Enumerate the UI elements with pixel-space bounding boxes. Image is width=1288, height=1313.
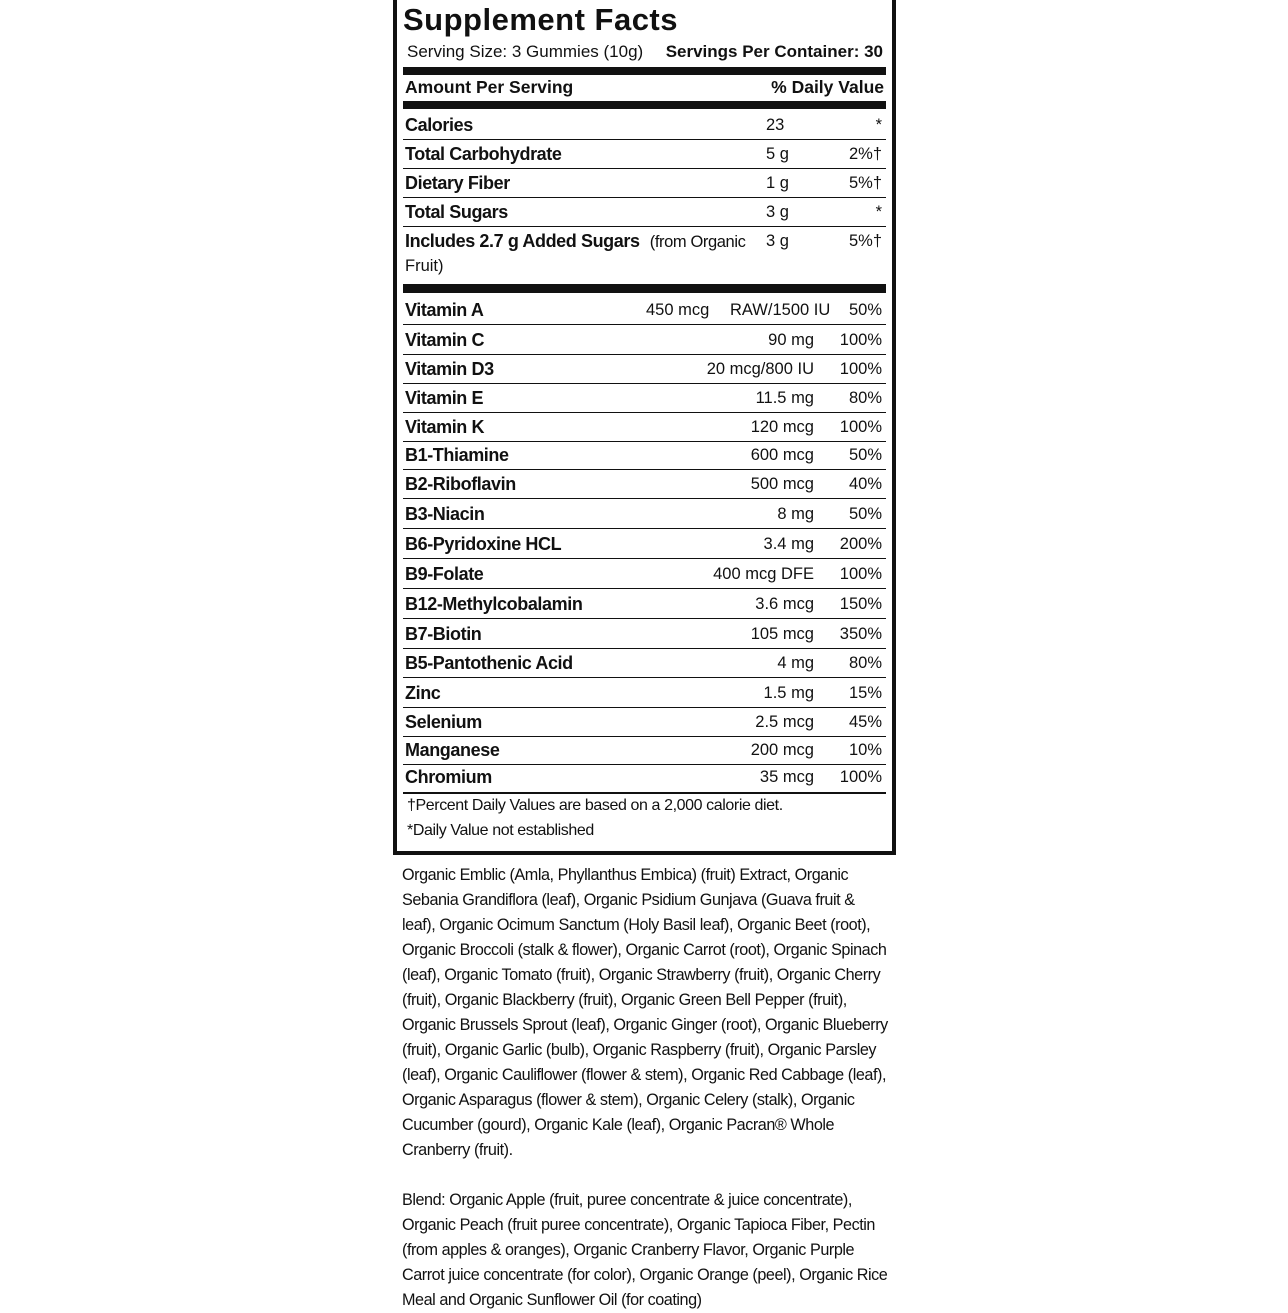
nutrient-amount: 3.6 mcg [755, 595, 814, 613]
macro-amount: 5 g [766, 145, 789, 163]
macro-note: (from Organic [645, 233, 746, 251]
macro-name [405, 202, 508, 223]
nutrient-amount: 600 mcg [750, 446, 814, 464]
nutrient-daily-value: 80% [848, 654, 882, 672]
nutrient-name: Selenium [405, 712, 482, 732]
macro-daily-value: * [875, 203, 882, 221]
nutrient-amount: 200 mcg [750, 741, 814, 759]
nutrient-name: Zinc [405, 683, 441, 703]
nutrient-amount: 120 mcg [750, 418, 814, 436]
nutrient-name: B12-Methylcobalamin [405, 594, 583, 614]
nutrient-row [403, 590, 886, 619]
nutrient-daily-value: 50% [848, 505, 882, 523]
nutrient-name: Vitamin D3 [405, 359, 494, 379]
macro-name-text: Dietary Fiber [405, 173, 510, 193]
nutrient-amount: 2.5 mcg [755, 713, 814, 731]
nutrient-daily-value: 80% [848, 389, 882, 407]
nutrient-daily-value: 100% [839, 418, 882, 436]
macro-amount: 3 g [766, 232, 789, 250]
nutrient-name: B6-Pyridoxine HCL [405, 534, 562, 554]
macro-name-text: Total Carbohydrate [405, 144, 562, 164]
macro-daily-value: * [875, 116, 882, 134]
nutrient-daily-value: 15% [848, 684, 882, 702]
nutrient-amount-iu: RAW/1500 IU [730, 301, 831, 319]
nutrient-daily-value: 100% [839, 331, 882, 349]
nutrient-row [403, 296, 886, 325]
nutrient-name: B3-Niacin [405, 504, 485, 524]
daily-value-header: % Daily Value [771, 77, 884, 97]
nutrient-daily-value: 100% [839, 360, 882, 378]
nutrient-name: Vitamin E [405, 388, 484, 408]
nutrient-daily-value: 45% [848, 713, 882, 731]
serving-size: Serving Size: 3 Gummies (10g) [407, 42, 644, 61]
servings-per-container: Servings Per Container: 30 [665, 42, 883, 61]
nutrient-amount: 4 mg [777, 654, 814, 672]
nutrient-daily-value: 200% [839, 535, 882, 553]
nutrient-row [403, 620, 886, 649]
nutrient-amount: 8 mg [777, 505, 814, 523]
nutrient-amount: 35 mcg [759, 768, 814, 786]
nutrient-amount: 90 mg [768, 331, 814, 349]
macro-row [403, 169, 886, 198]
supplement-facts-panel [393, 0, 896, 855]
macro-amount: 3 g [766, 203, 789, 221]
macro-note-cont: Fruit) [405, 257, 444, 275]
label-title: Supplement Facts [403, 2, 678, 37]
nutrient-name: Vitamin C [405, 330, 485, 350]
nutrient-amount: 400 mcg DFE [713, 565, 814, 583]
macro-name-text: Calories [405, 115, 473, 135]
nutrient-daily-value: 50% [848, 446, 882, 464]
macro-row [403, 140, 886, 169]
nutrient-row [403, 763, 886, 792]
ingredients-list [402, 863, 888, 1313]
nutrient-name: Chromium [405, 767, 492, 787]
nutrient-amount: 1.5 mg [763, 684, 814, 702]
nutrient-row [403, 384, 886, 413]
macro-row [403, 227, 886, 283]
nutrient-row [403, 355, 886, 384]
macro-daily-value: 2%† [848, 145, 882, 163]
nutrient-name: B2-Riboflavin [405, 474, 516, 494]
ingredients-paragraph: Organic Emblic (Amla, Phyllanthus Embica) (fruit) Extract, Organic Sebania Grandiflora (leaf), Organic Psidium Gunjava (Guava fruit & leaf), Organic Ocimum Sanctum (Holy Basil leaf), Organic Beet (root), Organic Broccoli (stalk & flower), Organic Carrot (root), Organic Spinach (leaf), Organic Tomato (fruit), Organic Strawberry (fruit), Organic Cherry (fruit), Organic Blackberry (fruit), Organic Green Bell Pepper (fruit), Organic Brussels Sprout (leaf), Organic Ginger (root), Organic Blueberry (fruit), Organic Garlic (bulb), Organic Raspberry (fruit), Organic Parsley (leaf), Organic Cauliflower (flower & stem), Organic Red Cabbage (leaf), Organic Asparagus (flower & stem), Organic Celery (stalk), Organic Cucumber (gourd), Organic Kale (leaf), Organic Pacran® Whole Cranberry (fruit). [402, 866, 888, 1159]
macro-row [403, 111, 886, 140]
nutrient-name: B7-Biotin [405, 624, 482, 644]
macro-daily-value: 5%† [848, 232, 882, 250]
amount-per-serving-header: Amount Per Serving [405, 77, 574, 97]
nutrient-row [403, 530, 886, 559]
nutrient-daily-value: 50% [848, 301, 882, 319]
nutrient-row [403, 500, 886, 529]
nutrient-name: B5-Pantothenic Acid [405, 653, 573, 673]
blend-paragraph: Blend: Organic Apple (fruit, puree concentrate & juice concentrate), Organic Peach (fruit puree concentrate), Organic Tapioca Fiber, Pectin (from apples & oranges), Organic Cranberry Flavor, Organic Purple Carrot juice concentrate (for color), Organic Orange (peel), Organic Rice Meal and Organic Sunflower Oil (for coating) [402, 1191, 888, 1309]
nutrient-row [403, 470, 886, 499]
macro-name [405, 115, 473, 136]
macro-amount: 23 [766, 116, 785, 134]
nutrient-row [403, 413, 886, 442]
nutrient-row [403, 708, 886, 737]
footnote-daily-value: †Percent Daily Values are based on a 2,000 calorie diet. [407, 797, 783, 814]
nutrient-amount: 105 mcg [750, 625, 814, 643]
nutrient-name: B9-Folate [405, 564, 484, 584]
nutrient-row [403, 679, 886, 708]
thick-divider [403, 67, 886, 75]
nutrient-daily-value: 40% [848, 475, 882, 493]
macro-name-text: Includes 2.7 g Added Sugars [405, 231, 640, 251]
nutrient-name: Vitamin K [405, 417, 485, 437]
nutrient-daily-value: 150% [839, 595, 882, 613]
nutrient-row [403, 649, 886, 678]
nutrient-row [403, 736, 886, 765]
serving-info [407, 42, 883, 62]
macro-name [405, 231, 745, 252]
nutrient-daily-value: 350% [839, 625, 882, 643]
nutrient-row [403, 326, 886, 355]
nutrient-daily-value: 100% [839, 565, 882, 583]
nutrient-daily-value: 10% [848, 741, 882, 759]
nutrient-row [403, 560, 886, 589]
nutrient-amount: 11.5 mg [755, 389, 814, 407]
nutrient-amount: 450 mcg [646, 301, 710, 319]
nutrient-daily-value: 100% [839, 768, 882, 786]
macro-daily-value: 5%† [848, 174, 882, 192]
thick-divider [403, 101, 886, 109]
nutrient-amount: 20 mcg/800 IU [706, 360, 814, 378]
nutrient-amount: 3.4 mg [763, 535, 814, 553]
nutrient-name: Manganese [405, 740, 500, 760]
macro-row [403, 198, 886, 227]
nutrient-amount: 500 mcg [750, 475, 814, 493]
macro-name-text: Total Sugars [405, 202, 508, 222]
thin-divider [403, 792, 886, 794]
macro-amount: 1 g [766, 174, 789, 192]
nutrient-row [403, 441, 886, 470]
footnote-not-established: *Daily Value not established [407, 822, 594, 839]
macro-name [405, 144, 562, 165]
nutrient-name: Vitamin A [405, 300, 484, 320]
macro-name [405, 173, 510, 194]
thick-divider [403, 284, 886, 293]
nutrient-name: B1-Thiamine [405, 445, 509, 465]
